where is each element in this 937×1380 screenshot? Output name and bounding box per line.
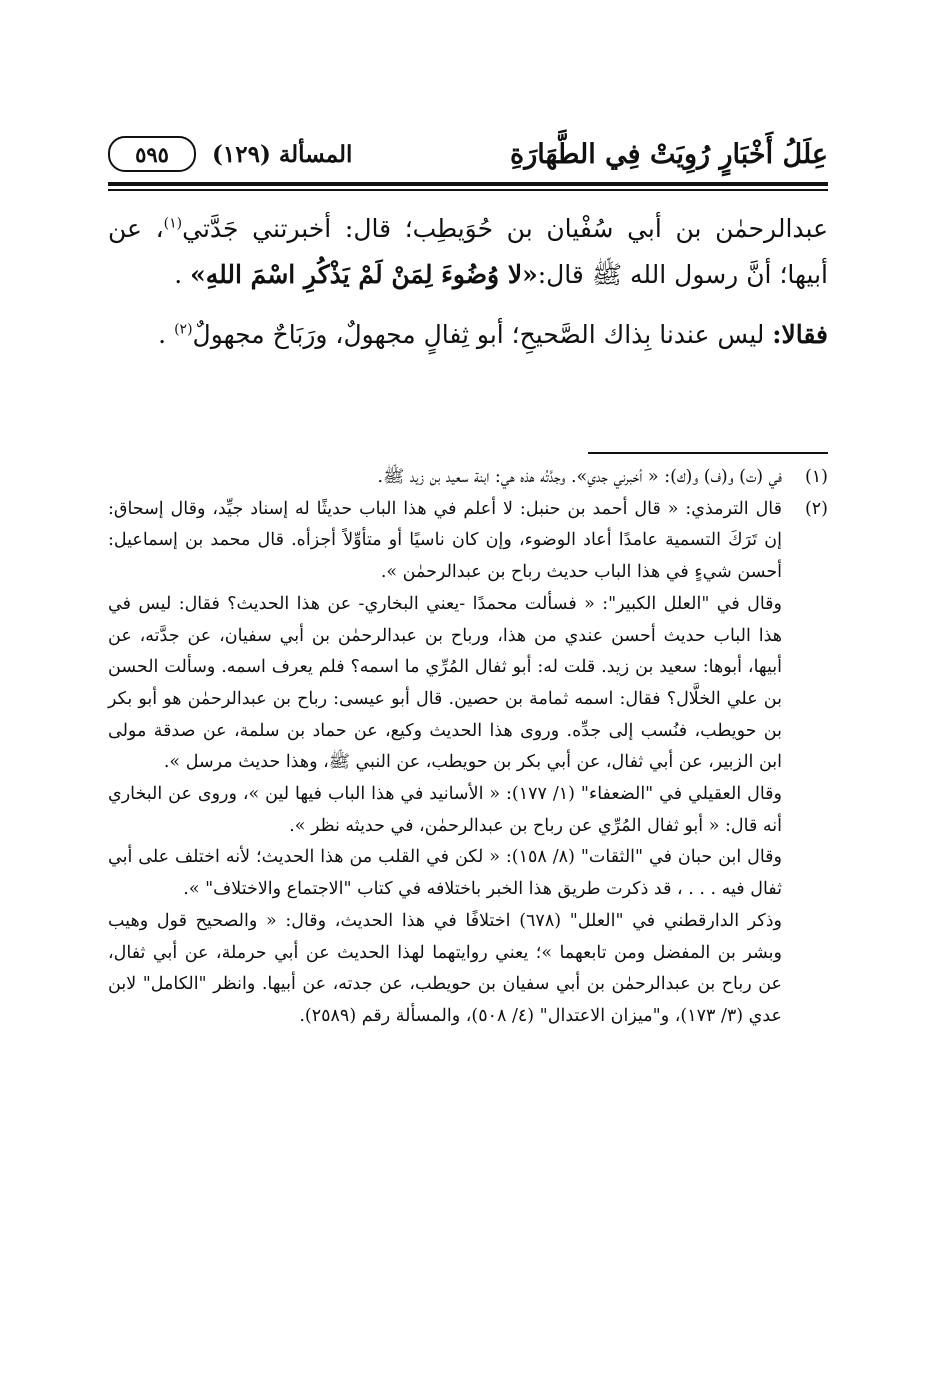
issue-label: المسألة (١٢٩) — [212, 140, 353, 168]
footnote-text: في (ت) و(ف) و(ك): « أخبرني جدي». وجدَّتُه هذه هي: ابنة سعيد بن زيد ﷺ. — [377, 467, 782, 487]
footnote-2 — [108, 494, 828, 1033]
book-title: عِلَلُ أَخْبَارٍ رُوِيَتْ فِي الطَّهَارَةِ — [510, 138, 828, 170]
page-number-badge: ٥٩٥ — [108, 136, 196, 172]
footnote-paragraph: وقال ابن حبان في "الثقات" (٨/ ١٥٨): « لكن في القلب من هذا الحديث؛ لأنه اختلف على أبي ثفال فيه . . . ، قد ذكرت طريق هذا الخبر باختلافه في كتاب "الاجتماع والاختلاف" ». — [108, 847, 782, 900]
answer-lead: فقالا: — [772, 320, 828, 349]
footnote-paragraph: وقال في "العلل الكبير": « فسألت محمدًا -يعني البخاري- عن هذا الحديث؟ فقال: ليس في هذا الباب حديث أحسن عندي من هذا، ورباح بن عبدالرحمٰن بن أبي سفيان، عن جدَّته، عن أبيها، أبوها: سعيد بن زيد. قلت له: أبو ثفال المُرِّي ما اسمه؟ فلم يعرف اسمه. وسألت الحسن بن علي الخلَّال؟ فقال: اسمه ثمامة بن حصين. قال أبو عيسى: رباح بن عبدالرحمٰن هو أبو بكر بن حويطب، فنُسب إلى جدِّه. وروى هذا الحديث وكيع، عن حماد بن سلمة، عن صدقة مولى ابن الزبير، عن أبي ثفال، عن أبي بكر بن حويطب، عن النبي ﷺ، وهذا حديث مرسل ». — [108, 593, 782, 773]
main-text — [108, 206, 828, 358]
footnote-ref-1: (١) — [163, 215, 183, 232]
header-rule-thin — [108, 189, 828, 191]
answer-text: ليس عندنا بِذاك الصَّحيحِ؛ أبو ثِفالٍ مجهولٌ، ورَبَاحٌ مجهولٌ — [192, 320, 773, 349]
footnote-body — [108, 494, 782, 1033]
header-rule-thick — [108, 182, 828, 186]
paragraph-end-2: . — [158, 320, 175, 349]
main-paragraph-2 — [108, 312, 828, 358]
footnotes — [108, 462, 828, 1033]
footnote-paragraph: قال الترمذي: « قال أحمد بن حنبل: لا أعلم في هذا الباب حديثًا له إسناد جيِّد، وقال إسحاق: إن تَرَكَ التسمية عامدًا أعاد الوضوء، وإن كان ناسيًا أو متأوِّلاً أجزأه. قال محمد بن إسماعيل: أحسن شيءٍ في هذا الباب حديث رباح بن عبدالرحمٰن ». — [108, 498, 782, 583]
main-paragraph-1 — [108, 206, 828, 298]
running-header — [108, 132, 828, 176]
footnote-number: (٢) — [804, 498, 828, 519]
isnad-text-cont: ، عن أبيها؛ أنَّ رسول الله ﷺ قال: — [108, 214, 828, 289]
footnote-ref-2: (٢) — [174, 321, 193, 338]
footnote-1 — [108, 462, 828, 494]
hadith-text: «لا وُضُوءَ لِمَنْ لَمْ يَذْكُرِ اسْمَ اللهِ» — [190, 260, 538, 289]
paragraph-end: . — [174, 260, 191, 289]
footnote-body — [108, 462, 782, 494]
footnote-separator — [588, 452, 828, 454]
footnote-paragraph: وقال العقيلي في "الضعفاء" (١/ ١٧٧): « الأسانيد في هذا الباب فيها لين »، وروى عن البخاري أنه قال: « أبو ثفال المُرِّي عن رباح بن عبدالرحمٰن، في حديثه نظر ». — [108, 784, 782, 836]
footnote-number: (١) — [804, 467, 828, 487]
isnad-text: عبدالرحمٰن بن أبي سُفْيان بن حُوَيطِب؛ قال: أخبرتني جَدَّتي — [182, 214, 828, 243]
header-left-group — [108, 136, 352, 172]
footnote-paragraph: وذكر الدارقطني في "العلل" (٦٧٨) اختلافًا في هذا الحديث، وقال: « والصحيح قول وهيب وبشر بن المفضل ومن تابعهما »؛ يعني روايتهما لهذا الحديث عن أبي حرملة، عن أبي ثفال، عن رباح بن عبدالرحمٰن بن أبي سفيان بن حويطب، عن جدته، عن أبيها. وانظر "الكامل" لابن عدي (٣/ ١٧٣)، و"ميزان الاعتدال" (٤/ ٥٠٨)، والمسألة رقم (٢٥٨٩). — [108, 910, 783, 1026]
